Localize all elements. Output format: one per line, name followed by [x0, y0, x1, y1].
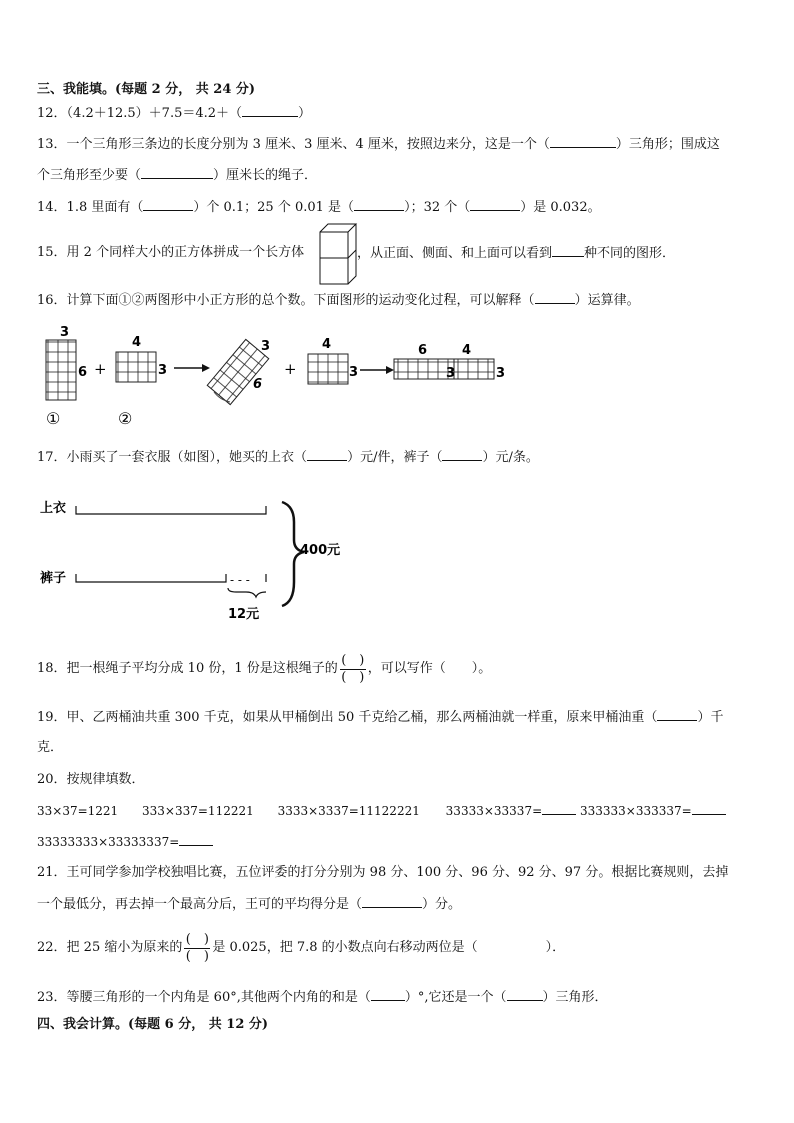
diff-value: 12元	[228, 607, 260, 622]
question-13-line-2: 个三角形至少要（ ）厘米长的绳子．	[37, 165, 317, 186]
label-2: ②	[118, 409, 133, 428]
cuboid-figure	[318, 222, 358, 286]
svg-text:+: +	[284, 360, 297, 378]
line-segment-diagram	[38, 490, 358, 628]
grid1-width: 3	[60, 325, 70, 340]
question-20: 20．按规律填数．	[37, 772, 145, 787]
combined-grid-right	[454, 359, 494, 379]
answer-blank[interactable]	[307, 447, 347, 461]
question-18: 18． 把一根绳子平均分成 10 份，1 份是这根绳子的 $\frac{( )}{( )}$ ，可以写作（ ）。	[37, 652, 492, 685]
question-22: 22． 把 25 缩小为原来的 $\frac{( )}{( )}$ 是 0.025，把 7.8 的小数点向右移动两位是（ ）．	[37, 931, 566, 964]
question-number: 13．	[37, 137, 67, 152]
question-text: （4.2＋12.5）＋7.5＝4.2＋（	[66, 106, 243, 121]
answer-blank[interactable]	[470, 197, 520, 211]
question-number: 17．	[37, 450, 67, 465]
diff-brace	[228, 588, 266, 597]
answer-blank[interactable]	[242, 103, 298, 117]
grid-1	[46, 340, 76, 400]
cube-front-top	[320, 232, 348, 258]
answer-blank[interactable]	[354, 197, 404, 211]
bottom-segment	[76, 574, 226, 582]
answer-blank[interactable]	[143, 197, 193, 211]
fraction-blank[interactable]: $\frac{( )}{( )}$	[185, 931, 209, 964]
bottom-label: 裤子	[40, 571, 67, 586]
svg-text:3: 3	[446, 366, 456, 381]
question-number: 19．	[37, 710, 67, 725]
grid1-height: 6	[78, 365, 88, 380]
question-20-row-1: 33×37=1221 333×337=112221 3333×3337=11122221 33333×33337= 333333×333337=	[37, 801, 726, 821]
answer-blank[interactable]	[362, 894, 422, 908]
grid2-height: 3	[158, 363, 168, 378]
question-23: 23．等腰三角形的一个内角是 60°,其他两个内角的和是（ ）°,它还是一个（ ）三角形．	[37, 987, 608, 1008]
question-15-cont: ，从正面、侧面、和上面可以看到 种不同的图形．	[357, 243, 675, 264]
question-number: 22．	[37, 940, 67, 955]
question-17: 17．小雨买了一套衣服（如图），她买的上衣（ ）元/件，裤子（ ）元/条。	[37, 447, 539, 468]
question-16: 16．计算下面①②两图形中小正方形的总个数。下面图形的运动变化过程，可以解释（ ）运算律。	[37, 290, 640, 311]
total-value: 400元	[300, 543, 341, 558]
question-14: 14．1.8 里面有（ ）个 0.1；25 个 0.01 是（ ）；32 个（ ）是 0.032。	[37, 197, 601, 218]
answer-blank[interactable]	[542, 801, 576, 815]
answer-blank[interactable]	[550, 134, 616, 148]
answer-blank[interactable]	[535, 290, 575, 304]
question-number: 12．	[37, 106, 67, 121]
svg-text:- - -: - - -	[230, 573, 250, 587]
question-13-line-1: 13．一个三角形三条边的长度分别为 3 厘米、3 厘米、4 厘米，按照边来分，这是一个（ ）三角形；围成这	[37, 134, 720, 155]
question-19-line-1: 19．甲、乙两桶油共重 300 千克，如果从甲桶倒出 50 千克给乙桶，那么两桶油就一样重，原来甲桶油重（ ）千	[37, 707, 723, 728]
question-number: 23．	[37, 990, 67, 1005]
svg-text:6: 6	[253, 377, 263, 392]
section-4-title: 四、我会计算。(每题 6 分， 共 12 分)	[37, 1017, 269, 1032]
answer-blank[interactable]	[692, 801, 726, 815]
grid-2-copy	[308, 354, 348, 384]
question-21-line-2: 一个最低分，再去掉一个最高分后，王可的平均得分是（ ）分。	[37, 894, 461, 915]
question-20-row-2: 33333333×33333337=	[37, 832, 213, 852]
answer-blank[interactable]	[657, 707, 697, 721]
grid2-width: 4	[132, 335, 142, 350]
question-15: 15．用 2 个同样大小的正方体拼成一个长方体	[37, 245, 305, 260]
question-number: 15．	[37, 245, 67, 260]
answer-blank[interactable]	[552, 243, 584, 257]
question-number: 20．	[37, 772, 67, 787]
answer-blank[interactable]	[179, 832, 213, 846]
answer-blank[interactable]	[371, 987, 405, 1001]
combined-grid-left	[394, 359, 454, 379]
label-1: ①	[46, 409, 61, 428]
question-number: 16．	[37, 293, 67, 308]
question-number: 14．	[37, 200, 67, 215]
svg-text:3: 3	[261, 339, 271, 354]
fraction-blank[interactable]: $\frac{( )}{( )}$	[341, 652, 365, 685]
question-12: 12．（4.2＋12.5）＋7.5＝4.2＋（ ）	[37, 103, 311, 124]
top-segment	[76, 506, 266, 514]
grid-2	[116, 352, 156, 382]
question-number: 18．	[37, 661, 67, 676]
section-3-title: 三、我能填。(每题 2 分， 共 24 分)	[37, 82, 256, 97]
svg-text:4: 4	[322, 337, 332, 352]
question-19-line-2: 克．	[37, 740, 64, 755]
question-21-line-1: 21．王可同学参加学校独唱比赛，五位评委的打分分别为 98 分、100 分、96 分、92 分、97 分。根据比赛规则，去掉	[37, 865, 729, 880]
svg-text:6: 6	[418, 343, 428, 358]
cube-front-bottom	[320, 258, 348, 284]
svg-text:3: 3	[349, 365, 359, 380]
top-label: 上衣	[40, 501, 67, 516]
svg-text:+: +	[94, 360, 107, 378]
answer-blank[interactable]	[442, 447, 482, 461]
answer-blank[interactable]	[507, 987, 543, 1001]
question-number: 21．	[37, 865, 67, 880]
svg-text:4: 4	[462, 343, 472, 358]
answer-blank[interactable]	[141, 165, 213, 179]
commutative-grid-figure	[38, 322, 508, 432]
svg-text:3: 3	[496, 366, 506, 381]
